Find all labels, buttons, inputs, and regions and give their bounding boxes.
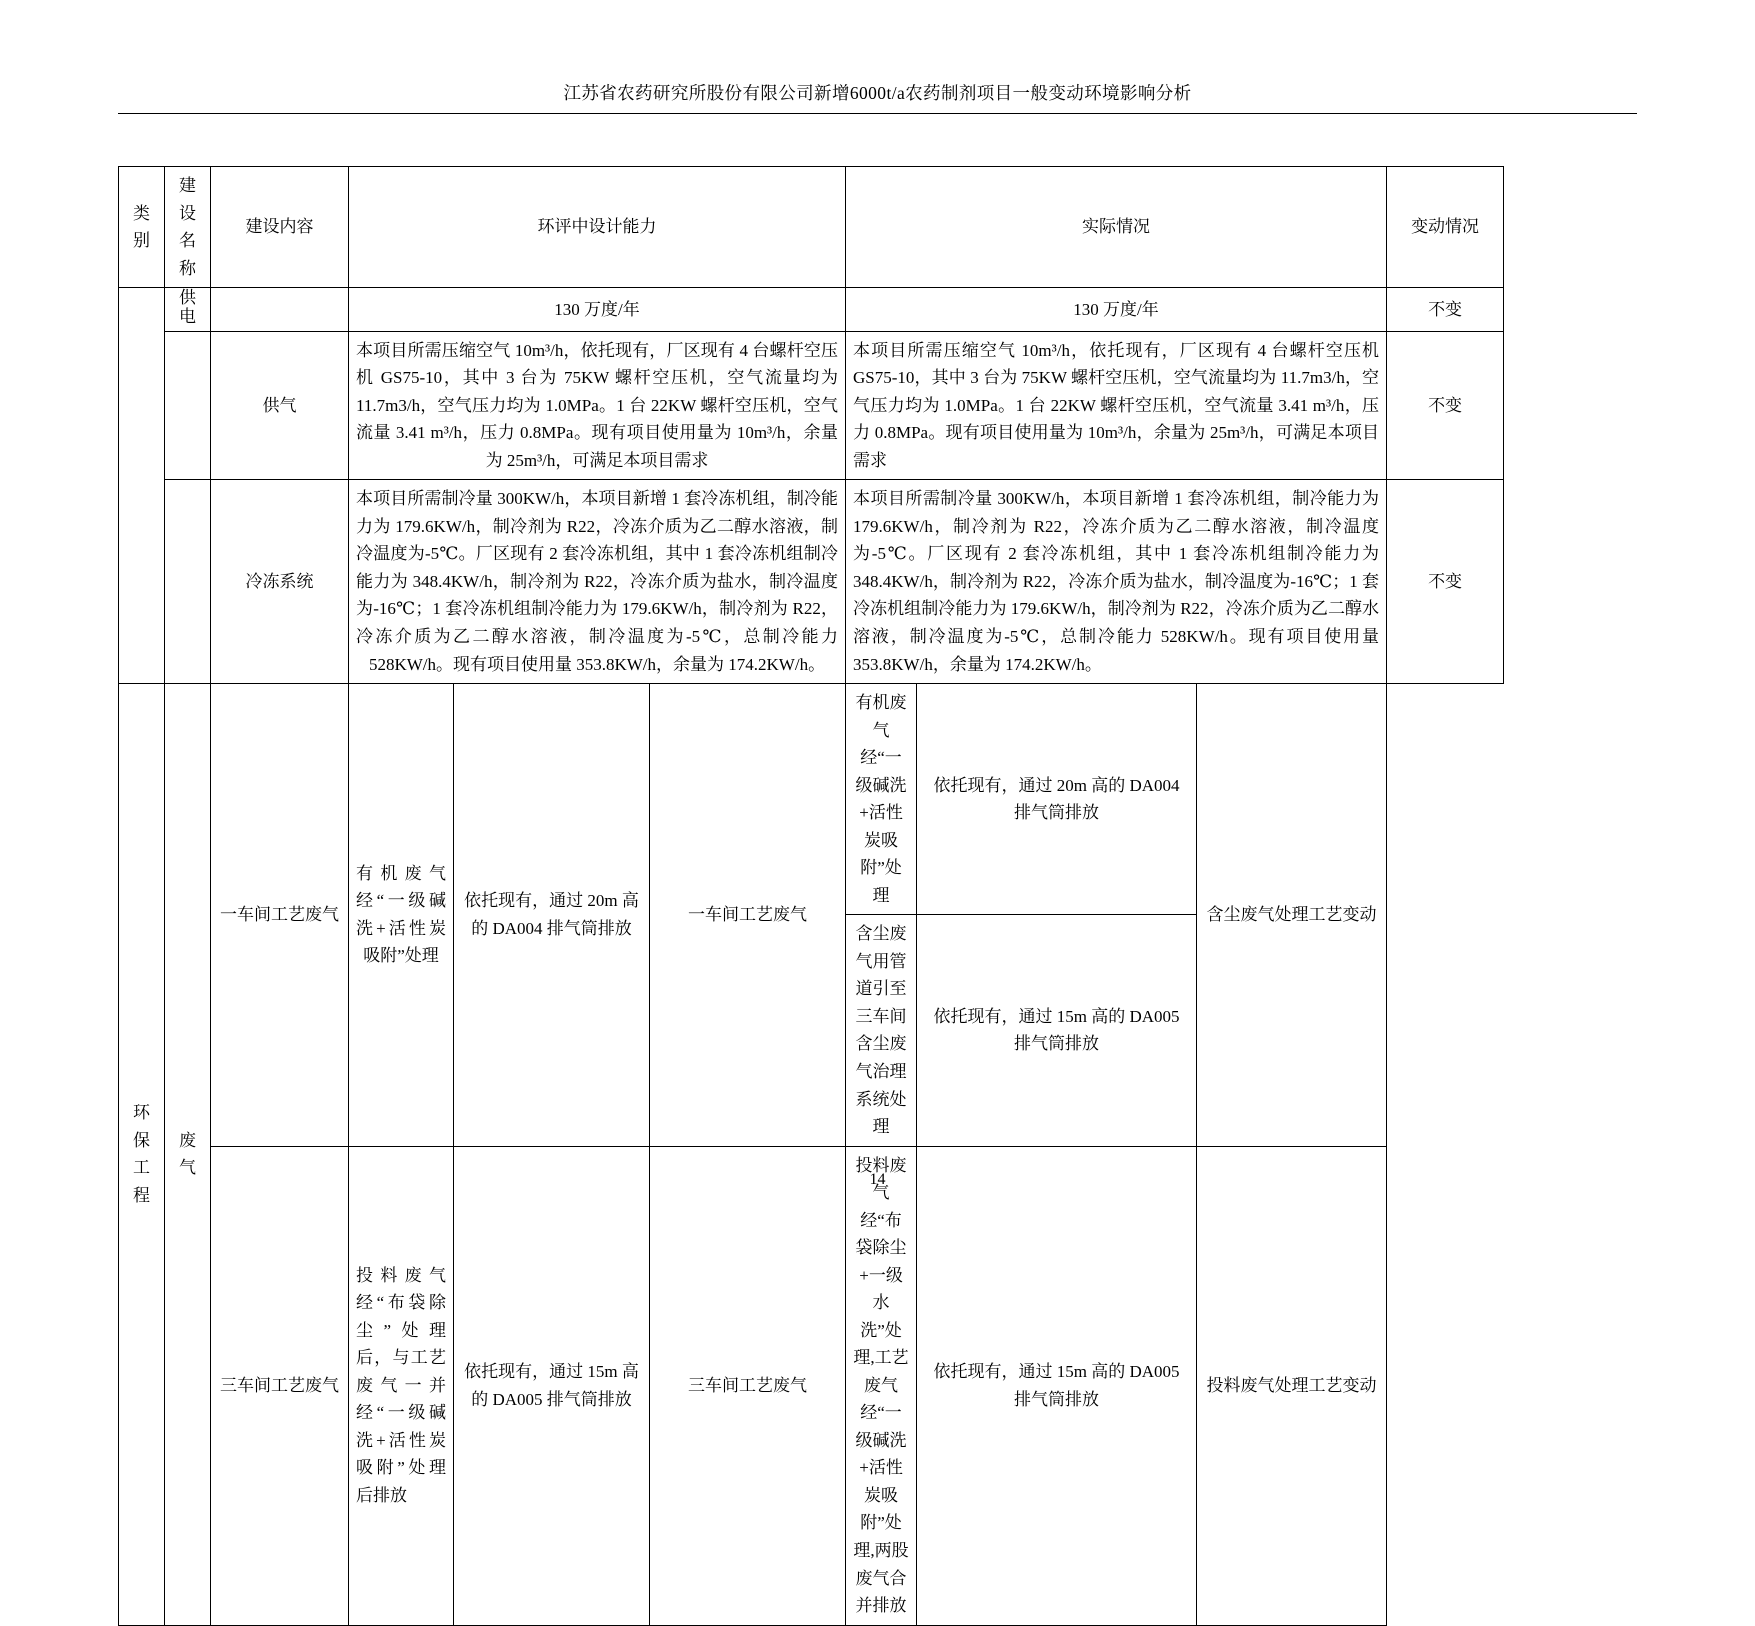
cell-content-power <box>211 288 349 332</box>
table-row <box>119 288 1504 332</box>
cell-name-cooling-blank <box>165 480 211 684</box>
col-header-design: 环评中设计能力 <box>349 167 846 288</box>
col-header-change: 变动情况 <box>1387 167 1504 288</box>
cell-actual-cooling: 本项目所需制冷量 300KW/h，本项目新增 1 套冷冻机组，制冷能力为 179.6KW/h，制冷剂为 R22，冷冻介质为乙二醇水溶液，制冷温度为-5℃。厂区现有 2 套冷冻机组，其中 1 套冷冻机组制冷能力为 348.4KW/h，制冷剂为 R22，冷冻介质为盐水，制冷温度为-16℃；1 套冷冻机组制冷能力为 179.6KW/h，制冷剂为 R22，冷冻介质为乙二醇水溶液，制冷温度为-5℃，总制冷能力 528KW/h。现有项目使用量 353.8KW/h，余量为 174.2KW/h。 <box>846 480 1387 684</box>
cell-name-waste-gas: 废气 <box>165 684 211 1626</box>
cell-actual-workshop-1: 一车间工艺废气 <box>650 684 846 1147</box>
cell-actual-exhaust-1b: 依托现有，通过 15m 高的 DA005 排气筒排放 <box>917 915 1197 1146</box>
cell-name-power-text: 供电 <box>179 288 196 327</box>
header-divider <box>118 113 1637 114</box>
table-row <box>119 331 1504 480</box>
page-number: 14 <box>869 1171 886 1188</box>
col-header-actual: 实际情况 <box>846 167 1387 288</box>
cell-actual-exhaust-2a: 依托现有，通过 15m 高的 DA005 排气筒排放 <box>917 1146 1197 1625</box>
col-header-category: 类别 <box>119 167 165 288</box>
table-row <box>119 1146 1504 1625</box>
cell-change-1: 含尘废气处理工艺变动 <box>1197 684 1387 1147</box>
cell-change-power: 不变 <box>1387 288 1504 332</box>
cell-design-workshop-2: 三车间工艺废气 <box>211 1146 349 1625</box>
cell-content-air: 供气 <box>211 331 349 480</box>
col-header-content: 建设内容 <box>211 167 349 288</box>
cell-actual-treat-2a: 投料废气经“布袋除尘+一级水洗”处理,工艺废气经“一级碱洗+活性炭吸附”处理,两股废气合并排放 <box>846 1146 917 1625</box>
cell-category-env: 环保工程 <box>119 684 165 1626</box>
cell-design-treat-1: 有机废气经“一级碱洗+活性炭吸附”处理 <box>349 684 454 1147</box>
cell-name-power <box>165 288 211 332</box>
cell-design-air: 本项目所需压缩空气 10m³/h，依托现有，厂区现有 4 台螺杆空压机 GS75-10，其中 3 台为 75KW 螺杆空压机，空气流量均为 11.7m3/h，空气压力均为 1.0MPa。1 台 22KW 螺杆空压机，空气流量 3.41 m³/h，压力 0.8MPa。现有项目使用量为 10m³/h，余量为 25m³/h，可满足本项目需求 <box>349 331 846 480</box>
cell-actual-air: 本项目所需压缩空气 10m³/h，依托现有，厂区现有 4 台螺杆空压机 GS75-10，其中 3 台为 75KW 螺杆空压机，空气流量均为 11.7m3/h，空气压力均为 1.0MPa。1 台 22KW 螺杆空压机，空气流量 3.41 m³/h，压力 0.8MPa。现有项目使用量为 10m³/h，余量为 25m³/h，可满足本项目需求 <box>846 331 1387 480</box>
cell-actual-treat-1b: 含尘废气用管道引至三车间含尘废气治理系统处理 <box>846 915 917 1146</box>
cell-category-blank-1 <box>119 288 165 684</box>
cell-actual-treat-1a: 有机废气经“一级碱洗+活性炭吸附”处理 <box>846 684 917 915</box>
cell-design-power: 130 万度/年 <box>349 288 846 332</box>
cell-design-cooling: 本项目所需制冷量 300KW/h，本项目新增 1 套冷冻机组，制冷能力为 179.6KW/h，制冷剂为 R22，冷冻介质为乙二醇水溶液，制冷温度为-5℃。厂区现有 2 套冷冻机组，其中 1 套冷冻机组制冷能力为 348.4KW/h，制冷剂为 R22，冷冻介质为盐水，制冷温度为-16℃；1 套冷冻机组制冷能力为 179.6KW/h，制冷剂为 R22，冷冻介质为乙二醇水溶液，制冷温度为-5℃，总制冷能力 528KW/h。现有项目使用量 353.8KW/h，余量为 174.2KW/h。 <box>349 480 846 684</box>
cell-design-treat-2: 投料废气经“布袋除尘”处理后，与工艺废气一并经“一级碱洗+活性炭吸附”处理后排放 <box>349 1146 454 1625</box>
cell-design-exhaust-1: 依托现有，通过 20m 高的 DA004 排气筒排放 <box>454 684 650 1147</box>
cell-content-cooling: 冷冻系统 <box>211 480 349 684</box>
table-row <box>119 480 1504 684</box>
cell-actual-power: 130 万度/年 <box>846 288 1387 332</box>
comparison-table <box>118 166 1504 1626</box>
table-row <box>119 684 1504 915</box>
cell-change-cooling: 不变 <box>1387 480 1504 684</box>
cell-change-2: 投料废气处理工艺变动 <box>1197 1146 1387 1625</box>
page-header <box>118 0 1637 114</box>
cell-change-air: 不变 <box>1387 331 1504 480</box>
col-header-name: 建设名称 <box>165 167 211 288</box>
header-title: 江苏省农药研究所股份有限公司新增6000t/a农药制剂项目一般变动环境影响分析 <box>563 83 1192 103</box>
cell-design-workshop-1: 一车间工艺废气 <box>211 684 349 1147</box>
cell-actual-exhaust-1a: 依托现有，通过 20m 高的 DA004 排气筒排放 <box>917 684 1197 915</box>
cell-design-exhaust-2: 依托现有，通过 15m 高的 DA005 排气筒排放 <box>454 1146 650 1625</box>
cell-name-air-blank <box>165 331 211 480</box>
cell-actual-workshop-2: 三车间工艺废气 <box>650 1146 846 1625</box>
table-header-row <box>119 167 1504 288</box>
